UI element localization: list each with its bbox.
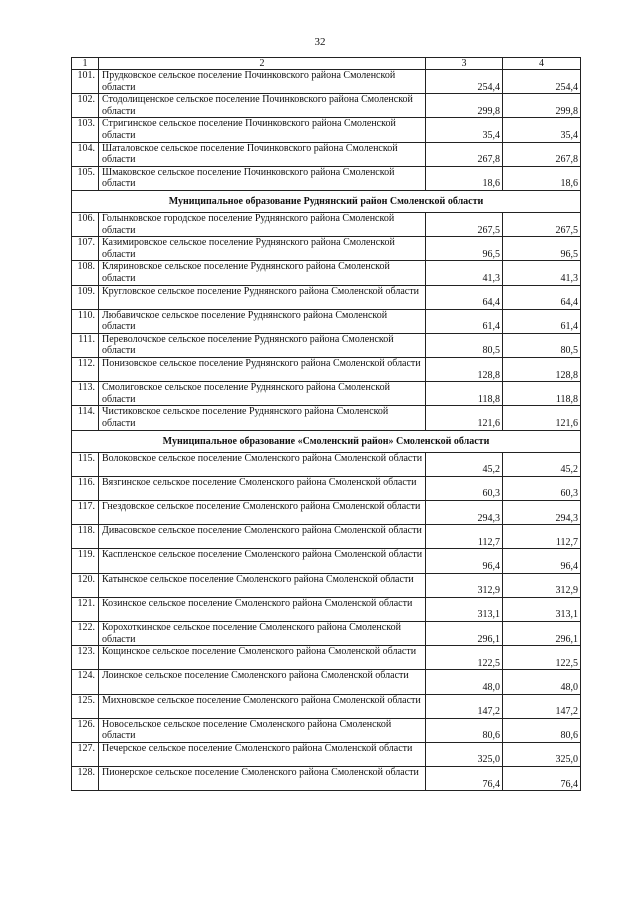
row-number: 117. [72, 501, 99, 525]
row-number: 107. [72, 237, 99, 261]
settlement-name: Любавичское сельское поселение Руднянского района Смоленской области [99, 309, 426, 333]
row-number: 127. [72, 742, 99, 766]
value-column-4: 312,9 [503, 573, 581, 597]
settlement-name: Кляриновское сельское поселение Руднянского района Смоленской области [99, 261, 426, 285]
settlement-name: Шмаковское сельское поселение Починковского района Смоленской области [99, 166, 426, 190]
row-number: 110. [72, 309, 99, 333]
table-row [72, 309, 581, 333]
value-column-3: 122,5 [426, 646, 503, 670]
value-column-4: 122,5 [503, 646, 581, 670]
value-column-4: 267,8 [503, 142, 581, 166]
settlement-name: Катынское сельское поселение Смоленского района Смоленской области [99, 573, 426, 597]
table-row [72, 94, 581, 118]
allocation-table [71, 57, 581, 791]
value-column-4: 18,6 [503, 166, 581, 190]
table-row [72, 573, 581, 597]
settlement-name: Дивасовское сельское поселение Смоленского района Смоленской области [99, 525, 426, 549]
table-row [72, 333, 581, 357]
value-column-3: 64,4 [426, 285, 503, 309]
value-column-3: 254,4 [426, 70, 503, 94]
table-row [72, 166, 581, 190]
value-column-4: 35,4 [503, 118, 581, 142]
value-column-3: 294,3 [426, 501, 503, 525]
value-column-4: 313,1 [503, 597, 581, 621]
table-row [72, 212, 581, 236]
table-header-row [72, 58, 581, 70]
value-column-3: 299,8 [426, 94, 503, 118]
settlement-name: Печерское сельское поселение Смоленского района Смоленской области [99, 742, 426, 766]
row-number: 102. [72, 94, 99, 118]
row-number: 118. [72, 525, 99, 549]
value-column-4: 112,7 [503, 525, 581, 549]
value-column-4: 267,5 [503, 212, 581, 236]
settlement-name: Корохоткинское сельское поселение Смоленского района Смоленской области [99, 621, 426, 645]
row-number: 111. [72, 333, 99, 357]
table-row [72, 476, 581, 500]
row-number: 122. [72, 621, 99, 645]
settlement-name: Смолиговское сельское поселение Руднянского района Смоленской области [99, 382, 426, 406]
row-number: 105. [72, 166, 99, 190]
value-column-3: 96,4 [426, 549, 503, 573]
settlement-name: Михновское сельское поселение Смоленского района Смоленской области [99, 694, 426, 718]
row-number: 115. [72, 452, 99, 476]
value-column-3: 118,8 [426, 382, 503, 406]
value-column-3: 96,5 [426, 237, 503, 261]
row-number: 116. [72, 476, 99, 500]
row-number: 114. [72, 406, 99, 430]
value-column-3: 60,3 [426, 476, 503, 500]
value-column-4: 118,8 [503, 382, 581, 406]
table-row [72, 525, 581, 549]
settlement-name: Кощинское сельское поселение Смоленского района Смоленской области [99, 646, 426, 670]
table-row [72, 70, 581, 94]
value-column-4: 254,4 [503, 70, 581, 94]
row-number: 112. [72, 358, 99, 382]
value-column-3: 80,5 [426, 333, 503, 357]
row-number: 124. [72, 670, 99, 694]
table-row [72, 597, 581, 621]
value-column-3: 48,0 [426, 670, 503, 694]
value-column-3: 80,6 [426, 718, 503, 742]
value-column-3: 76,4 [426, 767, 503, 791]
value-column-4: 96,4 [503, 549, 581, 573]
value-column-4: 325,0 [503, 742, 581, 766]
table-row [72, 549, 581, 573]
settlement-name: Шаталовское сельское поселение Починковского района Смоленской области [99, 142, 426, 166]
settlement-name: Переволочское сельское поселение Руднянского района Смоленской области [99, 333, 426, 357]
value-column-4: 80,5 [503, 333, 581, 357]
table-row [72, 118, 581, 142]
value-column-3: 45,2 [426, 452, 503, 476]
value-column-4: 128,8 [503, 358, 581, 382]
settlement-name: Стодолищенское сельское поселение Починковского района Смоленской области [99, 94, 426, 118]
settlement-name: Пионерское сельское поселение Смоленского района Смоленской области [99, 767, 426, 791]
table-row [72, 452, 581, 476]
value-column-3: 61,4 [426, 309, 503, 333]
value-column-4: 299,8 [503, 94, 581, 118]
row-number: 108. [72, 261, 99, 285]
table-row [72, 694, 581, 718]
value-column-4: 76,4 [503, 767, 581, 791]
row-number: 123. [72, 646, 99, 670]
settlement-name: Новосельское сельское поселение Смоленского района Смоленской области [99, 718, 426, 742]
page-number: 32 [314, 36, 326, 48]
table-row [72, 621, 581, 645]
value-column-4: 48,0 [503, 670, 581, 694]
settlement-name: Казимировское сельское поселение Руднянского района Смоленской области [99, 237, 426, 261]
table-row [72, 501, 581, 525]
table-row [72, 742, 581, 766]
table-row [72, 670, 581, 694]
settlement-name: Стригинское сельское поселение Починковского района Смоленской области [99, 118, 426, 142]
table-body [72, 58, 581, 791]
table-row [72, 646, 581, 670]
table-row [72, 406, 581, 430]
settlement-name: Кругловское сельское поселение Руднянского района Смоленской области [99, 285, 426, 309]
row-number: 113. [72, 382, 99, 406]
value-column-4: 60,3 [503, 476, 581, 500]
value-column-3: 267,5 [426, 212, 503, 236]
value-column-3: 296,1 [426, 621, 503, 645]
value-column-4: 294,3 [503, 501, 581, 525]
row-number: 121. [72, 597, 99, 621]
value-column-3: 325,0 [426, 742, 503, 766]
settlement-name: Гнездовское сельское поселение Смоленского района Смоленской области [99, 501, 426, 525]
value-column-3: 35,4 [426, 118, 503, 142]
table-row [72, 718, 581, 742]
row-number: 106. [72, 212, 99, 236]
value-column-3: 312,9 [426, 573, 503, 597]
value-column-4: 296,1 [503, 621, 581, 645]
column-header-4: 4 [503, 58, 581, 70]
row-number: 125. [72, 694, 99, 718]
value-column-4: 96,5 [503, 237, 581, 261]
settlement-name: Чистиковское сельское поселение Руднянского района Смоленской области [99, 406, 426, 430]
section-header-row [72, 430, 581, 452]
value-column-3: 112,7 [426, 525, 503, 549]
table-row [72, 382, 581, 406]
column-header-1: 1 [72, 58, 99, 70]
table-row [72, 261, 581, 285]
settlement-name: Прудковское сельское поселение Починковского района Смоленской области [99, 70, 426, 94]
row-number: 126. [72, 718, 99, 742]
column-header-2: 2 [99, 58, 426, 70]
row-number: 101. [72, 70, 99, 94]
table-row [72, 285, 581, 309]
value-column-4: 121,6 [503, 406, 581, 430]
settlement-name: Волоковское сельское поселение Смоленского района Смоленской области [99, 452, 426, 476]
section-header-row [72, 190, 581, 212]
value-column-4: 147,2 [503, 694, 581, 718]
value-column-4: 64,4 [503, 285, 581, 309]
table-row [72, 237, 581, 261]
table-row [72, 142, 581, 166]
row-number: 128. [72, 767, 99, 791]
row-number: 119. [72, 549, 99, 573]
value-column-3: 128,8 [426, 358, 503, 382]
settlement-name: Лоинское сельское поселение Смоленского района Смоленской области [99, 670, 426, 694]
value-column-4: 80,6 [503, 718, 581, 742]
value-column-3: 147,2 [426, 694, 503, 718]
value-column-4: 45,2 [503, 452, 581, 476]
settlement-name: Каспленское сельское поселение Смоленского района Смоленской области [99, 549, 426, 573]
settlement-name: Понизовское сельское поселение Руднянского района Смоленской области [99, 358, 426, 382]
value-column-4: 41,3 [503, 261, 581, 285]
table-row [72, 767, 581, 791]
row-number: 109. [72, 285, 99, 309]
row-number: 103. [72, 118, 99, 142]
value-column-4: 61,4 [503, 309, 581, 333]
settlement-name: Вязгинское сельское поселение Смоленского района Смоленской области [99, 476, 426, 500]
settlement-name: Козинское сельское поселение Смоленского района Смоленской области [99, 597, 426, 621]
value-column-3: 18,6 [426, 166, 503, 190]
settlement-name: Голынковское городское поселение Руднянского района Смоленской области [99, 212, 426, 236]
section-title: Муниципальное образование «Смоленский район» Смоленской области [72, 430, 581, 452]
row-number: 104. [72, 142, 99, 166]
value-column-3: 313,1 [426, 597, 503, 621]
section-title: Муниципальное образование Руднянский район Смоленской области [72, 190, 581, 212]
value-column-3: 121,6 [426, 406, 503, 430]
value-column-3: 267,8 [426, 142, 503, 166]
value-column-3: 41,3 [426, 261, 503, 285]
table-row [72, 358, 581, 382]
column-header-3: 3 [426, 58, 503, 70]
row-number: 120. [72, 573, 99, 597]
